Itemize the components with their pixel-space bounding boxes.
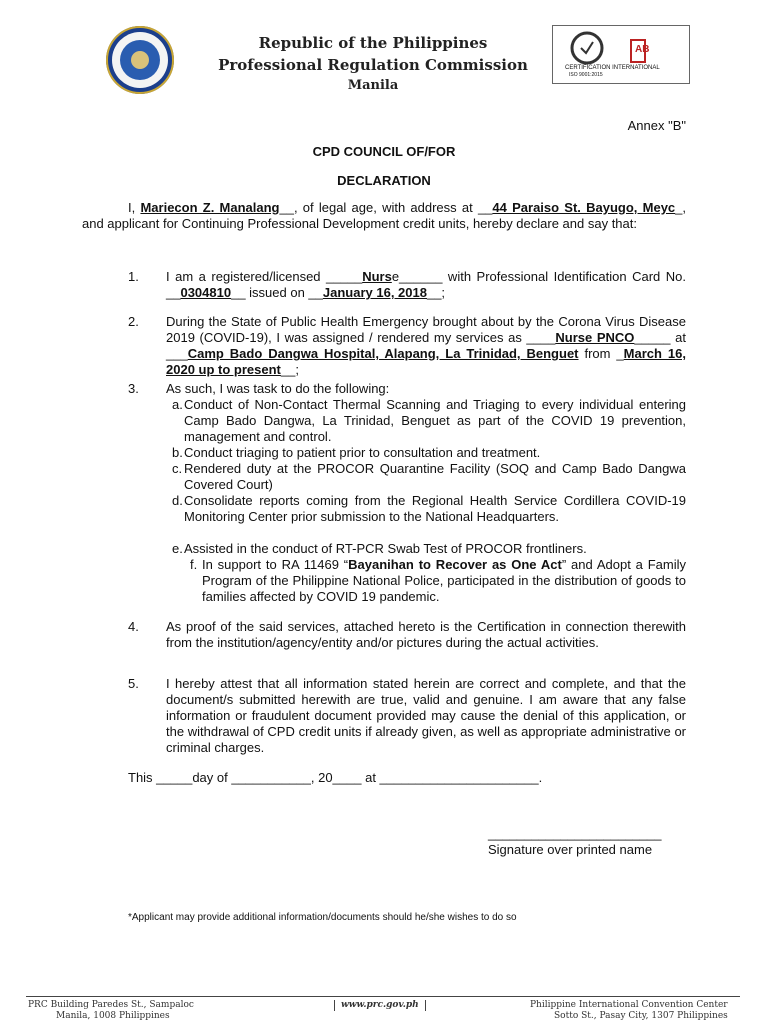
council-heading: CPD COUNCIL OF/FOR (312, 144, 456, 159)
item-4-number: 4. (128, 619, 139, 634)
item-1-number: 1. (128, 269, 139, 284)
footer-website: www.prc.gov.ph (334, 1000, 426, 1011)
subitem-e: e. Assisted in the conduct of RT-PCR Swab Test of PROCOR frontliners. (172, 541, 587, 556)
footer-address-right: Philippine International Convention Center Sotto St., Pasay City, 1307 Philippines (530, 1000, 728, 1021)
intro-paragraph: I, Mariecon Z. Manalang__, of legal age, with address at __44 Paraiso St. Bayugo, Meyc_, and applicant for Continuing Professional Development credit units, hereby declare and say that: (82, 200, 687, 231)
subitem-a: a. Conduct of Non-Contact Thermal Scanning and Triaging to every individual entering Camp Bado Dangwa, La Trinidad, Benguet as part of the COVID 19 prevention, management and control. (172, 397, 686, 444)
cert-sub: ISO 9001:2015 (569, 72, 603, 78)
item-5-number: 5. (128, 676, 139, 691)
applicant-note: *Applicant may provide additional information/documents should he/she wishes to do so (128, 912, 517, 923)
declaration-title: DECLARATION (337, 173, 431, 188)
signature-label: Signature over printed name (488, 842, 653, 857)
item-4-text: As proof of the said services, attached hereto is the Certification in connection therewith from the institution/agency/entity and/or pictures during the actual activities. (166, 619, 686, 650)
ab-mark: AB (635, 44, 650, 55)
date-place-line: This _____day of ___________, 20____ at ______________________. (128, 770, 543, 785)
cert-text: CERTIFICATION INTERNATIONAL (565, 65, 660, 71)
subitem-c: c. Rendered duty at the PROCOR Quarantine Facility (SOQ and Camp Bado Dangwa Covered Court) (172, 461, 686, 492)
item-2-number: 2. (128, 314, 139, 329)
footer-address-left: PRC Building Paredes St., Sampaloc Manila, 1008 Philippines (28, 1000, 194, 1021)
subitem-d: d. Consolidate reports coming from the Regional Health Service Cordillera COVID-19 Monitoring Center prior submission to the National Headquarters. (172, 493, 686, 524)
item-3-number: 3. (128, 381, 139, 396)
prc-seal-logo (88, 24, 192, 96)
footer-divider (26, 996, 740, 997)
item-2-text: During the State of Public Health Emergency brought about by the Corona Virus Disease 2019 (COVID-19), I was assigned / rendered my services as ____Nurse PNCO_____ at ___Camp Bado Dangwa Hospital, Alapang, La Trinidad, Benguet from _March 16, 2020 up to present__; (166, 314, 686, 377)
header-republic: Republic of the Philippines (258, 34, 488, 52)
item-3-text: As such, I was task to do the following: (166, 381, 390, 396)
header-prc: Professional Regulation Commission (218, 56, 528, 74)
subitem-b: b. Conduct triaging to patient prior to consultation and treatment. (172, 445, 541, 460)
item-1-text: I am a registered/licensed _____Nurse______ with Professional Identification Card No. __0304810__ issued on __January 16, 2018__; (166, 269, 686, 300)
annex-label: Annex "B" (627, 118, 686, 133)
header-manila: Manila (347, 78, 399, 93)
signature-line: ________________________ (488, 826, 662, 841)
certification-badge (552, 25, 690, 84)
item-5-text: I hereby attest that all information stated herein are correct and complete, and that the document/s submitted herewith are true, valid and genuine. I am aware that any false information or fraudulent document provided may cause the denial of this application, or the withdrawal of CPD credit units if already given, as well as appropriate administrative or criminal charges. (166, 676, 686, 755)
subitem-f: f. In support to RA 11469 “Bayanihan to Recover as One Act” and Adopt a Family Program of the Philippine National Police, participated in the distribution of goods to families affected by COVID 19 pandemic. (190, 557, 686, 604)
